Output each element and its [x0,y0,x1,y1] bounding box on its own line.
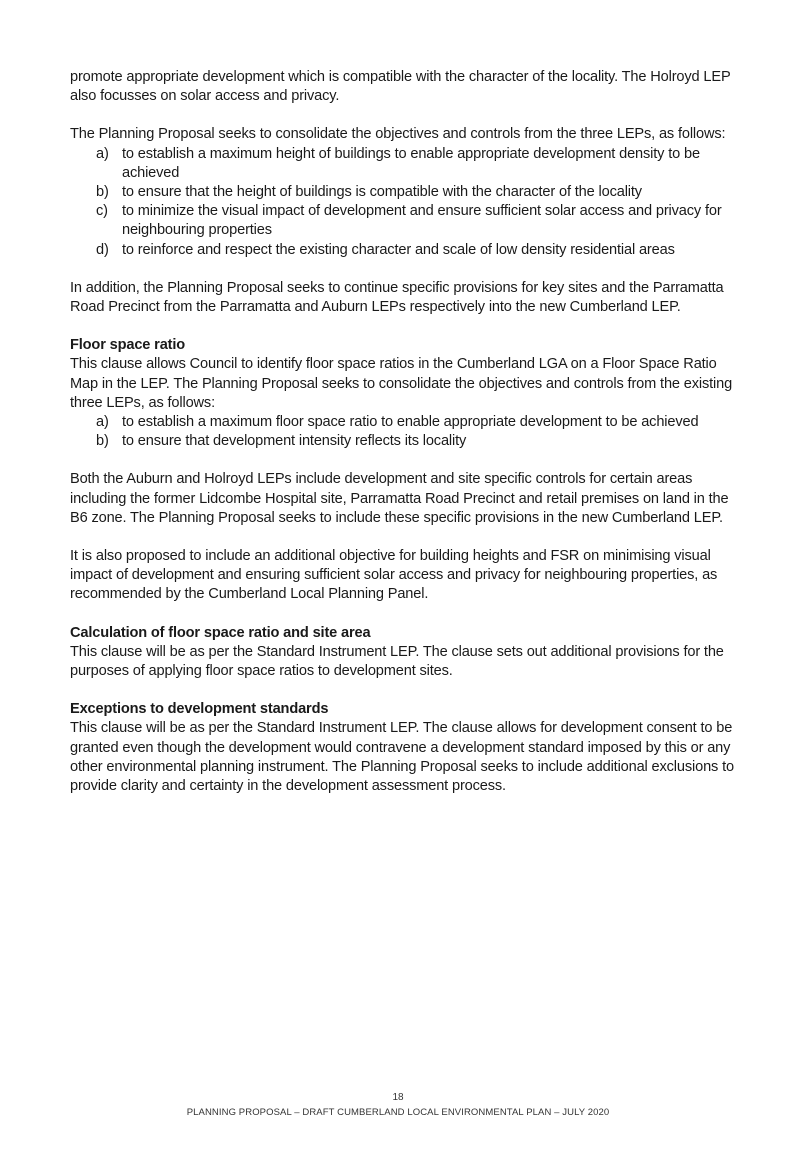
list-item-text: to minimize the visual impact of development and ensure sufficient solar access and privacy for neighbouring properties [122,203,722,239]
paragraph-key-sites: In addition, the Planning Proposal seeks to continue specific provisions for key sites and the Parramatta Road Precinct from the Parramatta and Auburn LEPs respectively into the new Cumberland LEP. [70,279,724,316]
list-item [70,241,735,260]
list-marker: d) [96,241,109,258]
list-marker: c) [96,203,108,220]
page-number: 18 [392,1092,404,1103]
paragraph-additional-objective: It is also proposed to include an additional objective for building heights and FSR on minimising visual impact of development and ensuring sufficient solar access and privacy for neighbouring properties, as recommended by the Cumberland Local Planning Panel. [70,548,718,603]
list-item [70,202,735,240]
list-item-text: to ensure that the height of buildings is compatible with the character of the locality [122,184,642,201]
paragraph-objectives-intro: The Planning Proposal seeks to consolidate the objectives and controls from the three LEPs, as follows: [70,126,726,143]
list-marker: b) [96,433,109,450]
heading-calculation-fsr: Calculation of floor space ratio and site area [70,624,371,641]
paragraph-intro: promote appropriate development which is compatible with the character of the locality. The Holroyd LEP also focusses on solar access and privacy. [70,69,731,105]
height-objectives-list [70,145,735,260]
heading-floor-space-ratio: Floor space ratio [70,337,186,354]
paragraph-exceptions: This clause will be as per the Standard Instrument LEP. The clause allows for development consent to be granted even though the development would contravene a development standard imposed by this or any other environmental planning instrument. The Planning Proposal seeks to include additional exclusions to provide clarity and certainty in the development assessment process. [70,720,734,795]
fsr-objectives-list [70,413,735,451]
list-item-text: to establish a maximum height of buildings to enable appropriate development density to be achieved [122,145,700,181]
list-item [70,183,735,202]
paragraph-calculation-fsr: This clause will be as per the Standard Instrument LEP. The clause sets out additional provisions for the purposes of applying floor space ratios to development sites. [70,643,724,680]
paragraph-floor-space-ratio: This clause allows Council to identify floor space ratios in the Cumberland LGA on a Floor Space Ratio Map in the LEP. The Planning Proposal seeks to consolidate the objectives and controls from the existing three LEPs, as follows: [70,356,733,411]
list-item [70,432,735,451]
list-item-text: to establish a maximum floor space ratio to enable appropriate development to be achieved [122,414,699,431]
heading-exceptions: Exceptions to development standards [70,701,329,718]
page-content [70,68,735,796]
list-item-text: to ensure that development intensity reflects its locality [122,433,467,450]
list-marker: b) [96,184,109,201]
list-marker: a) [96,145,109,162]
list-item [70,145,735,183]
paragraph-site-specific-controls: Both the Auburn and Holroyd LEPs include development and site specific controls for certain areas including the former Lidcombe Hospital site, Parramatta Road Precinct and retail premises on land in the B6 zone. The Planning Proposal seeks to include these specific provisions in the new Cumberland LEP. [70,471,729,526]
footer-text: PLANNING PROPOSAL – DRAFT CUMBERLAND LOCAL ENVIRONMENTAL PLAN – JULY 2020 [186,1107,610,1118]
list-item [70,413,735,432]
list-item-text: to reinforce and respect the existing character and scale of low density residential areas [122,241,675,258]
list-marker: a) [96,414,109,431]
